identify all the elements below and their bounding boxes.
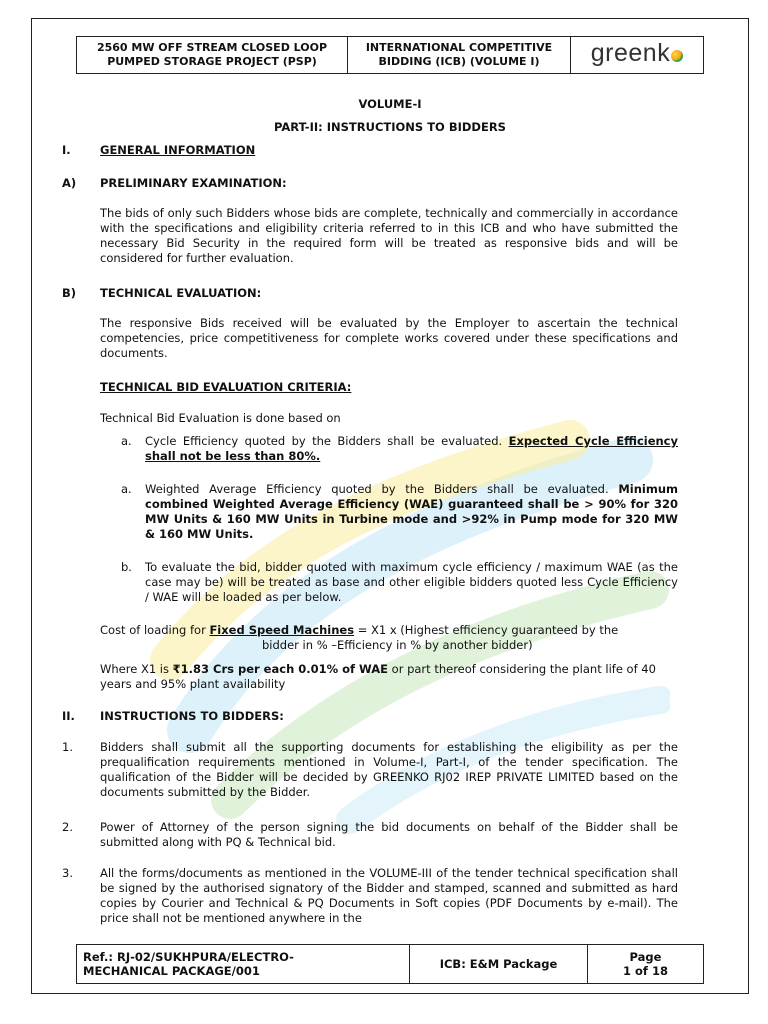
project-title-line2: PUMPED STORAGE PROJECT (PSP) [107,55,317,68]
document-header [76,36,704,74]
item-text: Weighted Average Efficiency quoted by the Bidders shall be evaluated. [145,482,609,496]
section-heading: GENERAL INFORMATION [100,143,256,157]
section-number: I. [62,143,71,157]
list-label: b. [121,560,132,574]
greenko-logo [591,39,683,67]
instruction-item: All the forms/documents as mentioned in the VOLUME-III of the tender technical specification shall be signed by the authorised signatory of the Bidder and stamped, scanned and submitted as hard copies by Courier and Technical & PQ Documents in Soft copies (PDF Documents by e-mail). The price shall not be mentioned anywhere in the [100,866,678,925]
cost-formula-line2: bidder in % –Efficiency in % by another bidder) [262,638,533,652]
cost-suffix: = X1 x (Highest efficiency guaranteed by the [357,623,619,637]
item-emphasis: Minimum combined Weighted Average Efficiency (WAE) guaranteed shall be > 90% for 320 MW Units & 160 MW Units in Turbine mode and >92% in Pump mode for 320 MW & 160 MW Units. [145,482,679,541]
logo-cell [571,37,704,74]
x1-definition [100,662,678,692]
subsection-heading: PRELIMINARY EXAMINATION: [100,176,287,190]
reference-line1: Ref.: RJ-02/SUKHPURA/ELECTRO- [83,950,294,964]
criteria-item [145,482,678,542]
instruction-item: Power of Attorney of the person signing the bid documents on behalf of the Bidder shall be submitted along with PQ & Technical bid. [100,820,678,849]
criteria-intro: Technical Bid Evaluation is done based on [100,411,341,425]
cost-emphasis: Fixed Speed Machines [209,623,355,637]
criteria-item [145,434,678,464]
preliminary-paragraph: The bids of only such Bidders whose bids are complete, technically and commercially in accordance with the specifications and eligibility criteria referred to in this ICB and who have submitted the necessary Bid Security in the required form will be treated as responsive bids and will be considered for further evaluation. [100,206,678,265]
x1-suffix: or part thereof considering the plant life of 40 years and 95% plant availability [100,662,656,691]
list-number: 1. [62,740,73,754]
project-title-cell [77,37,348,74]
section-heading: INSTRUCTIONS TO BIDDERS: [100,709,284,723]
item-text: Cycle Efficiency quoted by the Bidders shall be evaluated. [145,434,503,448]
page-count: 1 of 18 [623,964,668,978]
cost-prefix: Cost of loading for [100,623,206,637]
logo-globe-icon [671,50,683,62]
package-cell: ICB: E&M Package [410,945,588,984]
reference-cell [77,945,410,984]
subsection-label: A) [62,176,77,190]
criteria-heading: TECHNICAL BID EVALUATION CRITERIA: [100,380,352,394]
section-number: II. [62,709,75,723]
volume-title: VOLUME-I [358,97,422,111]
list-label: a. [121,482,132,496]
bidding-title-cell [348,37,571,74]
bidding-title-line1: INTERNATIONAL COMPETITIVE [365,41,553,54]
item-emphasis: Expected Cycle Efficiency shall not be less than 80%. [145,434,678,463]
subsection-label: B) [62,286,77,300]
subsection-heading: TECHNICAL EVALUATION: [100,286,262,300]
logo-text: greenk [590,38,671,67]
x1-prefix: Where X1 is [100,662,169,676]
criteria-item: To evaluate the bid, bidder quoted with maximum cycle efficiency / maximum WAE (as the case may be) will be treated as base and other eligible bidders quoted less Cycle Efficiency / WAE will be loaded as per below. [145,560,678,604]
bidding-title-line2: BIDDING (ICB) (VOLUME I) [378,55,540,68]
page-number-cell [588,945,704,984]
project-title-line1: 2560 MW OFF STREAM CLOSED LOOP [96,41,328,54]
x1-value: ₹1.83 Crs per each 0.01% of WAE [172,662,388,676]
list-number: 2. [62,820,73,834]
technical-paragraph: The responsive Bids received will be evaluated by the Employer to ascertain the technical competencies, price competitiveness for complete works covered under these specifications and documents. [100,316,678,360]
reference-line2: MECHANICAL PACKAGE/001 [83,964,260,978]
part-title: PART-II: INSTRUCTIONS TO BIDDERS [274,120,506,134]
instruction-item: Bidders shall submit all the supporting documents for establishing the eligibility as per the prequalification requirements mentioned in Volume-I, Part-I, of the tender specification. The qualification of the Bidder will be decided by GREENKO RJ02 IREP PRIVATE LIMITED based on the documents submitted by the Bidder. [100,740,678,799]
list-number: 3. [62,866,73,880]
document-footer [76,944,704,984]
page-label: Page [629,950,662,964]
list-label: a. [121,434,132,448]
cost-of-loading-line [100,623,678,638]
